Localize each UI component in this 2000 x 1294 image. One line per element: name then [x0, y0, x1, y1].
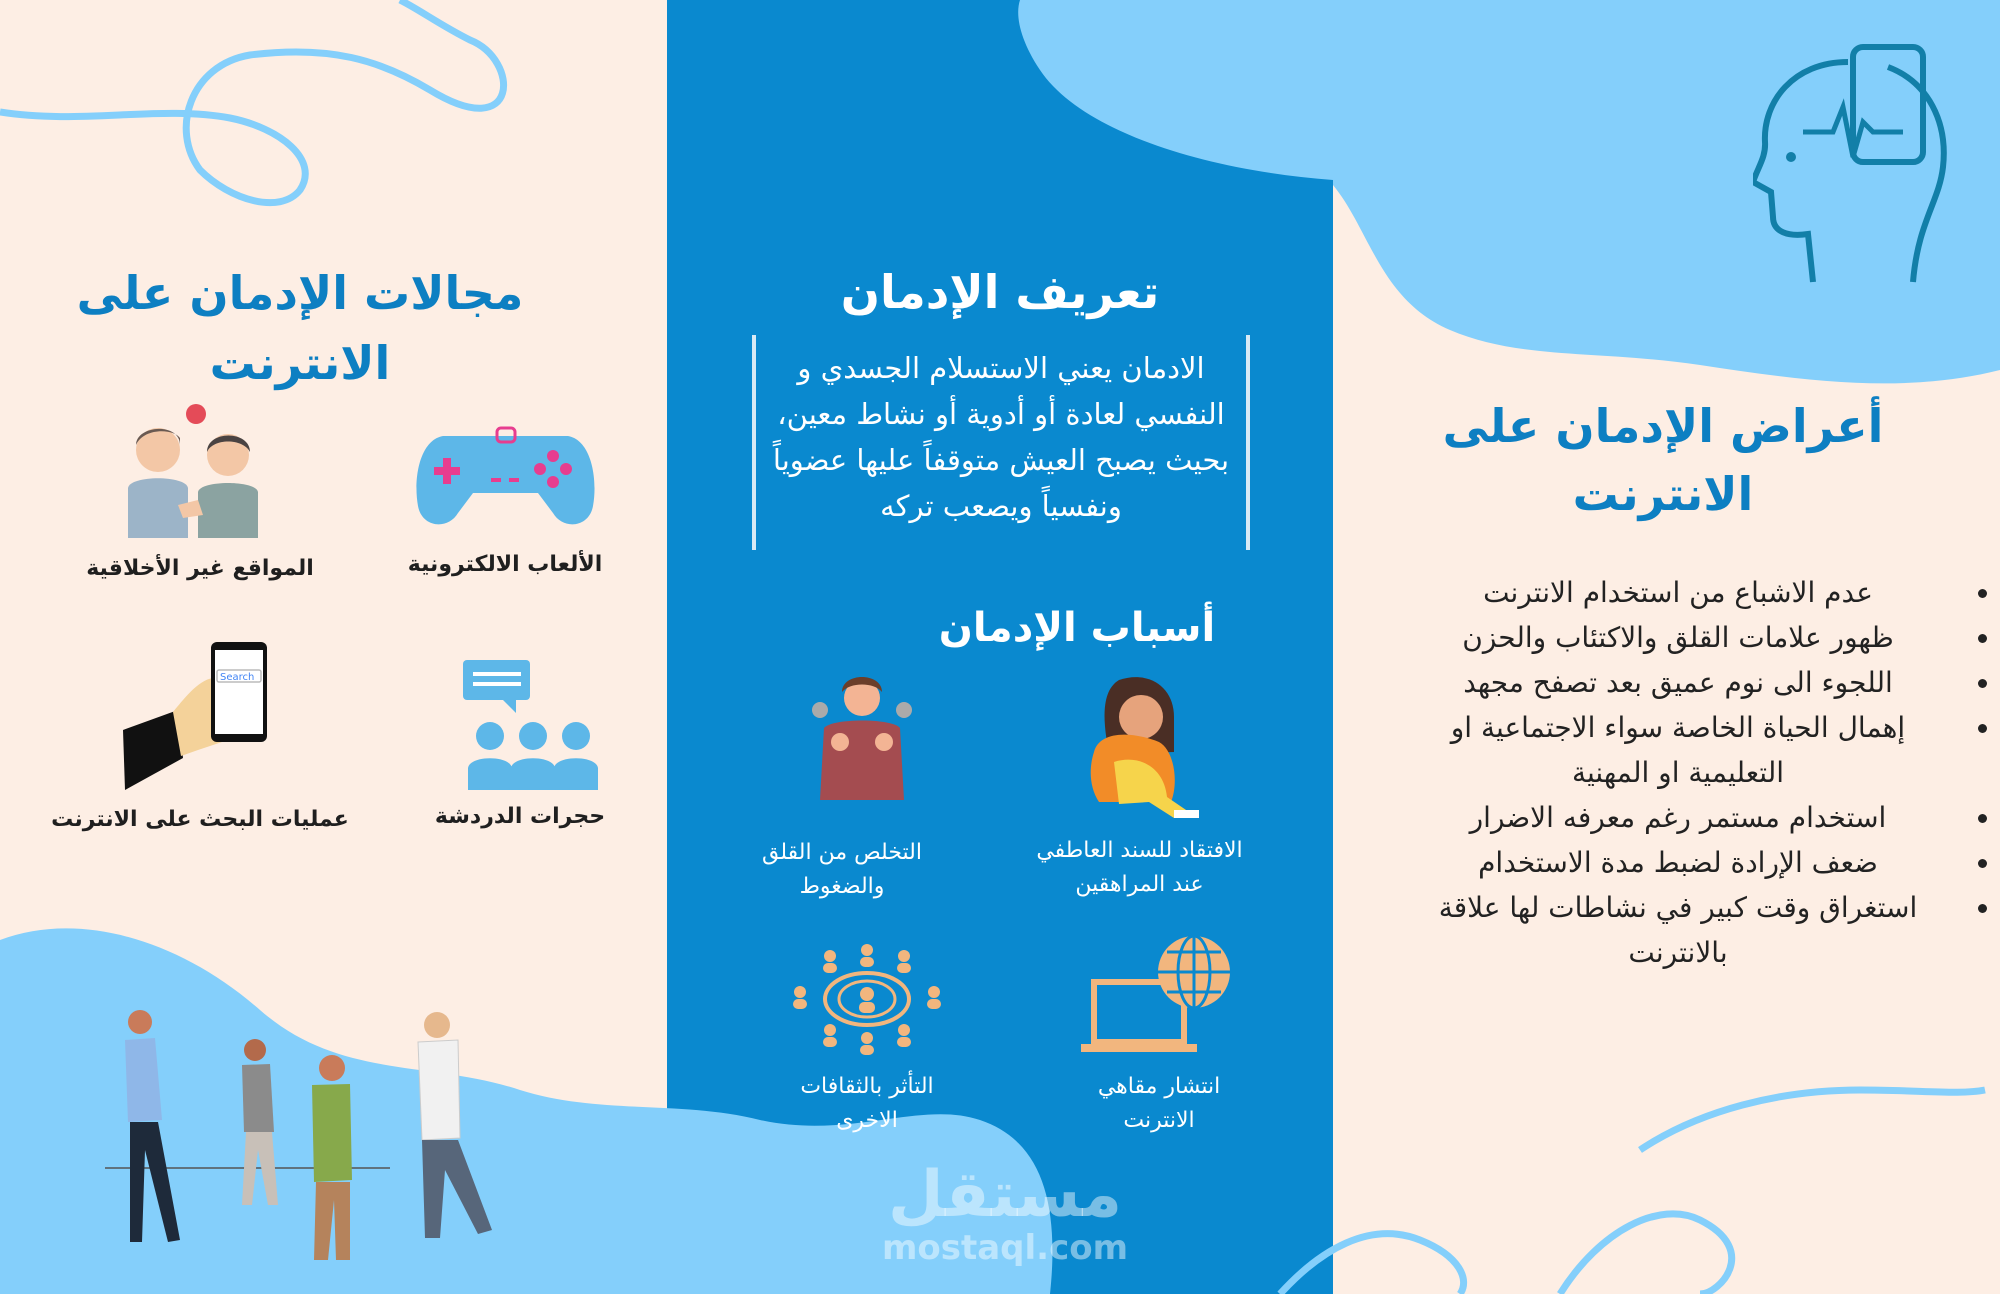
- chat-group-icon: [458, 658, 608, 790]
- item-label-immoral-sites: المواقع غير الأخلاقية: [86, 556, 314, 581]
- left-panel: [0, 0, 667, 1294]
- stressed-man-icon: [802, 670, 922, 805]
- people-network-icon: [790, 944, 945, 1056]
- people-with-phones-icon: [100, 1010, 500, 1270]
- laptop-globe-icon: [1079, 934, 1239, 1056]
- definition-text: الادمان يعني الاستسلام الجسدي و النفسي لعادة أو أدوية أو نشاط معين، بحيث يصبح العيش متوقفاً عليها عضوياً ونفسياً ويصعب تركه: [752, 335, 1250, 550]
- search-text: Search: [220, 672, 255, 683]
- cause-label-emotional-support: الافتقاد للسند العاطفي عند المراهقين: [1036, 838, 1243, 897]
- phone-search-icon: [123, 640, 283, 790]
- definition-title: تعريف الإدمان: [840, 265, 1160, 319]
- symptom-item: • ظهور علامات القلق والاكتئاب والحزن: [1403, 615, 1963, 660]
- item-label-chat-rooms: حجرات الدردشة: [434, 804, 606, 829]
- symptom-item: • استغراق وقت كبير في نشاطات لها علاقة بالانترنت: [1403, 885, 1963, 975]
- symptoms-list: [1403, 570, 2000, 975]
- watermark-domain: mostaql.com: [881, 1228, 1129, 1268]
- middle-panel: [667, 0, 1333, 1294]
- couple-icon: [118, 400, 268, 538]
- symptom-item: • استخدام مستمر رغم معرفه الاضرار: [1403, 795, 1963, 840]
- gamepad-icon: [413, 418, 598, 533]
- cause-label-other-cultures: التأثر بالثقافات الاخرى: [800, 1074, 934, 1133]
- symptoms-title: أعراض الإدمان على الانترنت: [1442, 399, 1884, 521]
- item-label-web-search: عمليات البحث على الانترنت: [51, 807, 349, 832]
- right-panel: [1333, 0, 2000, 1294]
- item-label-games: الألعاب الالكترونية: [407, 552, 603, 577]
- left-title: مجالات الإدمان على الانترنت: [76, 266, 524, 390]
- head-phone-icon: [1753, 42, 1958, 287]
- causes-title: أسباب الإدمان: [938, 605, 1216, 651]
- symptom-item: • اللجوء الى نوم عميق بعد تصفح مجهد: [1403, 660, 1963, 705]
- watermark-brand: مستقل: [887, 1158, 1123, 1232]
- sad-girl-icon: [1079, 672, 1199, 822]
- watermark: [870, 1160, 1140, 1266]
- cause-label-stress-relief: التخلص من القلق والضغوط: [762, 840, 922, 899]
- cause-label-internet-cafes: انتشار مقاهي الانترنت: [1097, 1074, 1221, 1133]
- symptom-item: • عدم الاشباع من استخدام الانترنت: [1403, 570, 1963, 615]
- symptom-item: • إهمال الحياة الخاصة سواء الاجتماعية او التعليمية او المهنية: [1403, 705, 1963, 795]
- symptom-item: • ضعف الإرادة لضبط مدة الاستخدام: [1403, 840, 1963, 885]
